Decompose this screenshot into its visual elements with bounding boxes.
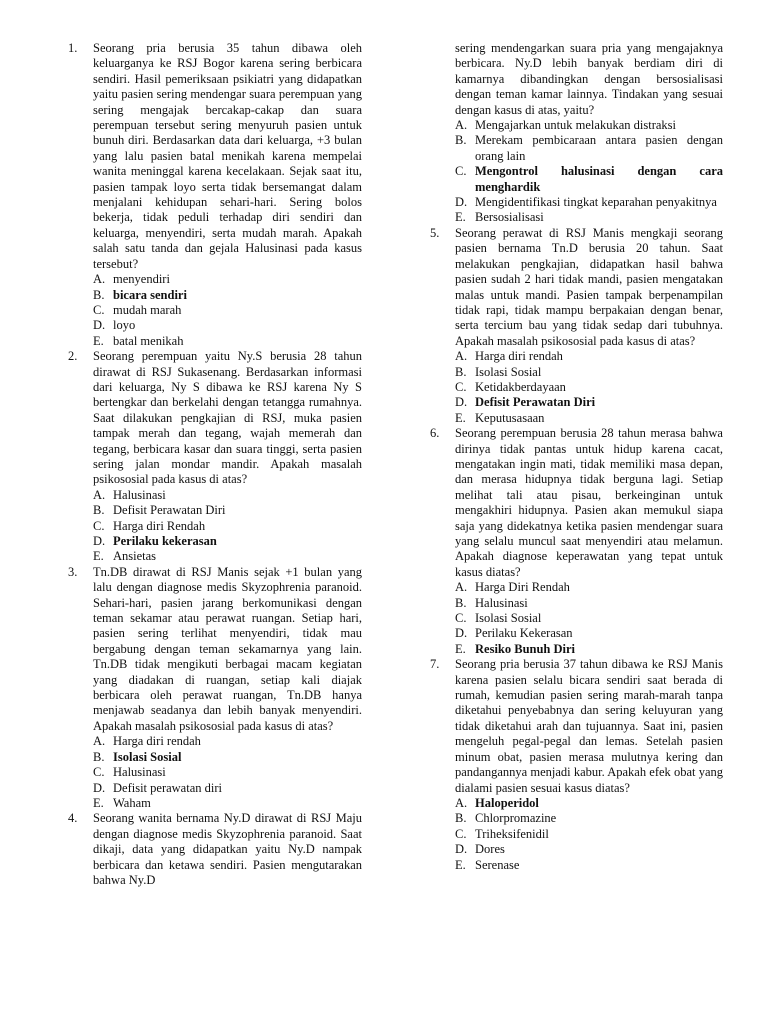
- option-b-correct: [93, 750, 362, 765]
- option-text: Triheksifenidil: [475, 826, 549, 841]
- option-a: [455, 118, 723, 133]
- option-text: Perilaku Kekerasan: [475, 626, 573, 641]
- option-text: Ketidakberdayaan: [475, 379, 566, 394]
- option-text: Isolasi Sosial: [475, 611, 542, 626]
- option-e: [93, 549, 362, 564]
- option-b: [455, 365, 723, 380]
- option-text: Keputusasaan: [475, 410, 545, 425]
- option-text: Isolasi Sosial: [113, 749, 182, 764]
- option-text: Halusinasi: [113, 765, 166, 780]
- option-text: mudah marah: [113, 302, 182, 317]
- option-list: [455, 349, 723, 426]
- option-letter: D.: [455, 395, 468, 410]
- option-letter: D.: [455, 195, 468, 210]
- option-letter: E.: [93, 333, 104, 348]
- question-4-continued: [430, 41, 723, 226]
- option-letter: D.: [455, 842, 468, 857]
- question-stem: Seorang pria berusia 37 tahun dibawa ke RSJ Manis karena pasien selalu bicara sendiri saat berada di rumah, kemudian pasien sering marah-marah tanpa diketahui penyebabnya dan sering keluyuran yang tidak diketahui arah dan tujuannya. Saat ini, pasien mengeluh pegal-pegal dan lemas. Setelah pasien minum obat, pasien merasa mulutnya kering dan pandangannya menjadi kabur. Apakah efek obat yang dialami pasien sesuai kasus diatas?: [455, 657, 723, 795]
- question-stem: Tn.DB dirawat di RSJ Manis sejak +1 bulan yang lalu dengan diagnose medis Skyzophrenia paranoid. Sehari-hari, pasien jarang berkomunikasi dengan teman sekamar atau perawat ruangan. Setiap hari, pasien sering terlihat menyendiri, tidak mau bergabung dengan teman sekamarnya yang lain. Tn.DB tidak mengikuti berbagai macam kegiatan yang diadakan di ruangan, setiap kali diajak berbicara oleh perawat ruangan, Tn.DB hanya menjawab seadanya dan lebih banyak menyendiri. Apakah masalah psikososial pada kasus di atas?: [93, 564, 362, 733]
- option-text: Bersosialisasi: [475, 210, 544, 225]
- right-column: [430, 41, 723, 873]
- option-a: [455, 349, 723, 364]
- option-text: Mengontrol halusinasi dengan cara menghardik: [475, 164, 723, 194]
- question-stem: Seorang perempuan berusia 28 tahun merasa bahwa dirinya tidak pantas untuk hidup karena cacat, mengatakan ingin mati, tidak memiliki masa depan, dan merasa hidupnya tidak berguna lagi. Setiap melihat tali atau pisau, berkeinginan untuk mengakhiri hidupnya. Pasien akan memukul siapa saja yang didekatnya ketika pasien mendengar suara yang selalu muncul saat menyendiri atau melamun. Apakah diagnose keperawatan yang tepat untuk kasus diatas?: [455, 426, 723, 579]
- option-e: [455, 210, 723, 225]
- option-text: Merekam pembicaraan antara pasien dengan orang lain: [475, 133, 723, 163]
- option-d: [455, 626, 723, 641]
- question-2: [68, 349, 362, 565]
- option-text: Chlorpromazine: [475, 811, 557, 826]
- option-text: Defisit perawatan diri: [113, 780, 222, 795]
- option-d: [93, 318, 362, 333]
- option-letter: E.: [455, 410, 466, 425]
- option-text: Harga diri rendah: [113, 734, 201, 749]
- option-text: Defisit Perawatan Diri: [113, 503, 226, 518]
- option-text: Harga diri rendah: [475, 349, 563, 364]
- question-6: [430, 426, 723, 657]
- option-letter: E.: [455, 210, 466, 225]
- question-stem: Seorang pria berusia 35 tahun dibawa oleh keluarganya ke RSJ Bogor karena sering berbicara sendiri. Hasil pemeriksaan psikiatri yang didapatkan yaitu pasien sering mendengar suara perempuan yang sering mengajak bercakap-cakap dan suara perempuan tersebut sering menyuruh pasien untuk bunuh diri. Berdasarkan data dari keluarga, +3 bulan yang lalu pasien batal menikah karena mempelai wanita meninggal karena kecelakaan. Sejak saat itu, pasien tampak loyo serta tidak bersemangat dalam menjalani kehidupan sehari-hari. Sering bolos bekerja, tidak peduli terhadap diri sendiri dan keluarga, menyendiri, serta mudah marah. Apakah salah satu tanda dan gejala Halusinasi pada kasus tersebut?: [93, 41, 362, 271]
- option-letter: A.: [93, 734, 106, 749]
- option-letter: E.: [93, 549, 104, 564]
- question-number: 6.: [430, 426, 440, 441]
- option-a: [93, 488, 362, 503]
- question-5: [430, 226, 723, 426]
- option-e: [455, 858, 723, 873]
- option-letter: B.: [455, 133, 467, 148]
- option-b: [455, 596, 723, 611]
- option-text: Perilaku kekerasan: [113, 534, 217, 548]
- option-d: [455, 195, 723, 210]
- option-letter: D.: [93, 780, 106, 795]
- option-letter: A.: [93, 487, 106, 502]
- option-letter: B.: [93, 749, 105, 764]
- option-text: Mengajarkan untuk melakukan distraksi: [475, 118, 676, 133]
- option-letter: C.: [455, 611, 467, 626]
- option-e: [93, 796, 362, 811]
- left-column: [68, 41, 362, 888]
- option-b: [455, 133, 723, 164]
- option-d-correct: [455, 395, 723, 410]
- question-number: 2.: [68, 349, 78, 364]
- option-text: menyendiri: [113, 272, 170, 287]
- question-number: 7.: [430, 657, 440, 672]
- option-a: [455, 580, 723, 595]
- option-text: batal menikah: [113, 333, 184, 348]
- option-letter: D.: [93, 318, 106, 333]
- option-letter: E.: [93, 795, 104, 810]
- question-number: 3.: [68, 564, 78, 579]
- option-b-correct: [93, 288, 362, 303]
- question-stem-continued: sering mendengarkan suara pria yang mengajaknya berbicara. Ny.D lebih banyak berdiam diri di kamarnya dibandingkan dengan bersosialisasi dengan teman kamar lainnya. Tindakan yang sesuai dengan kasus di atas, yaitu?: [455, 41, 723, 117]
- question-3: [68, 565, 362, 812]
- question-stem: Seorang perempuan yaitu Ny.S berusia 28 tahun dirawat di RSJ Sukasenang. Berdasarkan informasi dari keluarga, Ny S dibawa ke RSJ karena Ny S bertengkar dan berkelahi dengan tetangga rumahnya. Saat dilakukan pengkajian di RSJ, muka pasien tampak merah dan tegang, wajah memerah dan tegang, berbicara kasar dan suara tinggi, serta pasien sering jalan mondar mandir. Apakah masalah psikososial pada kasus di atas?: [93, 349, 362, 487]
- option-a: [93, 734, 362, 749]
- option-letter: A.: [455, 580, 468, 595]
- option-d: [455, 842, 723, 857]
- option-text: Resiko Bunuh Diri: [475, 641, 576, 656]
- option-text: Ansietas: [113, 549, 157, 564]
- option-letter: E.: [455, 641, 466, 656]
- option-letter: A.: [455, 349, 468, 364]
- option-text: Halusinasi: [475, 595, 528, 610]
- option-text: loyo: [113, 318, 136, 333]
- option-list: [93, 272, 362, 349]
- option-letter: A.: [455, 795, 468, 810]
- question-4: [68, 811, 362, 888]
- option-letter: C.: [455, 164, 467, 179]
- option-letter: A.: [93, 272, 106, 287]
- option-text: bicara sendiri: [113, 287, 187, 302]
- option-letter: C.: [93, 765, 105, 780]
- option-letter: D.: [455, 626, 468, 641]
- option-a-correct: [455, 796, 723, 811]
- option-text: Isolasi Sosial: [475, 364, 542, 379]
- option-letter: B.: [93, 503, 105, 518]
- option-list: [93, 488, 362, 565]
- option-letter: B.: [93, 287, 105, 302]
- question-stem: Seorang wanita bernama Ny.D dirawat di RSJ Maju dengan diagnose medis Skyzophrenia paranoid. Saat dikaji, data yang didapatkan yaitu Ny.D nampak berbicara dan ketawa sendiri. Pasien mengutarakan bahwa Ny.D: [93, 811, 362, 887]
- option-letter: B.: [455, 595, 467, 610]
- option-c: [455, 611, 723, 626]
- option-list: [455, 796, 723, 873]
- option-list: [455, 118, 723, 226]
- option-a: [93, 272, 362, 287]
- question-1: [68, 41, 362, 349]
- option-letter: E.: [455, 857, 466, 872]
- option-letter: C.: [455, 826, 467, 841]
- option-text: Haloperidol: [475, 795, 539, 810]
- option-letter: C.: [455, 379, 467, 394]
- option-text: Harga Diri Rendah: [475, 580, 570, 595]
- option-text: Mengidentifikasi tingkat keparahan penyakitnya: [475, 195, 717, 210]
- option-list: [455, 580, 723, 657]
- question-number: 5.: [430, 225, 440, 240]
- option-letter: A.: [455, 118, 468, 133]
- option-text: Serenase: [475, 857, 520, 872]
- question-stem: Seorang perawat di RSJ Manis mengkaji seorang pasien bernama Tn.D berusia 20 tahun. Saat melakukan pengkajian, didapatkan hasil bahwa pasien sudah 2 hari tidak mandi, pasien mengatakan malas untuk mandi. Pasien tampak berpenampilan tidak rapi, tidak mampu berpakaian dengan benar, serta tercium bau yang tidak sedap dari tubuhnya. Apakah masalah psikososial pada kasus di atas?: [455, 225, 723, 348]
- option-d-correct: [93, 534, 362, 549]
- option-c: [93, 765, 362, 780]
- option-c: [455, 827, 723, 842]
- option-letter: C.: [93, 302, 105, 317]
- option-list: [93, 734, 362, 811]
- option-text: Halusinasi: [113, 487, 166, 502]
- question-number: 4.: [68, 811, 78, 826]
- option-letter: B.: [455, 811, 467, 826]
- option-text: Waham: [113, 795, 151, 810]
- question-number: 1.: [68, 41, 78, 55]
- option-e: [93, 334, 362, 349]
- option-letter: C.: [93, 518, 105, 533]
- option-letter: B.: [455, 364, 467, 379]
- option-c: [455, 380, 723, 395]
- option-text: Harga diri Rendah: [113, 518, 206, 533]
- option-text: Defisit Perawatan Diri: [475, 395, 596, 410]
- option-e: [455, 411, 723, 426]
- option-text: Dores: [475, 842, 505, 857]
- option-c: [93, 519, 362, 534]
- option-letter: D.: [93, 534, 106, 548]
- option-c: [93, 303, 362, 318]
- option-c-correct: [455, 164, 723, 195]
- option-d: [93, 781, 362, 796]
- question-7: [430, 657, 723, 873]
- option-b: [93, 503, 362, 518]
- option-e-correct: [455, 642, 723, 657]
- option-b: [455, 811, 723, 826]
